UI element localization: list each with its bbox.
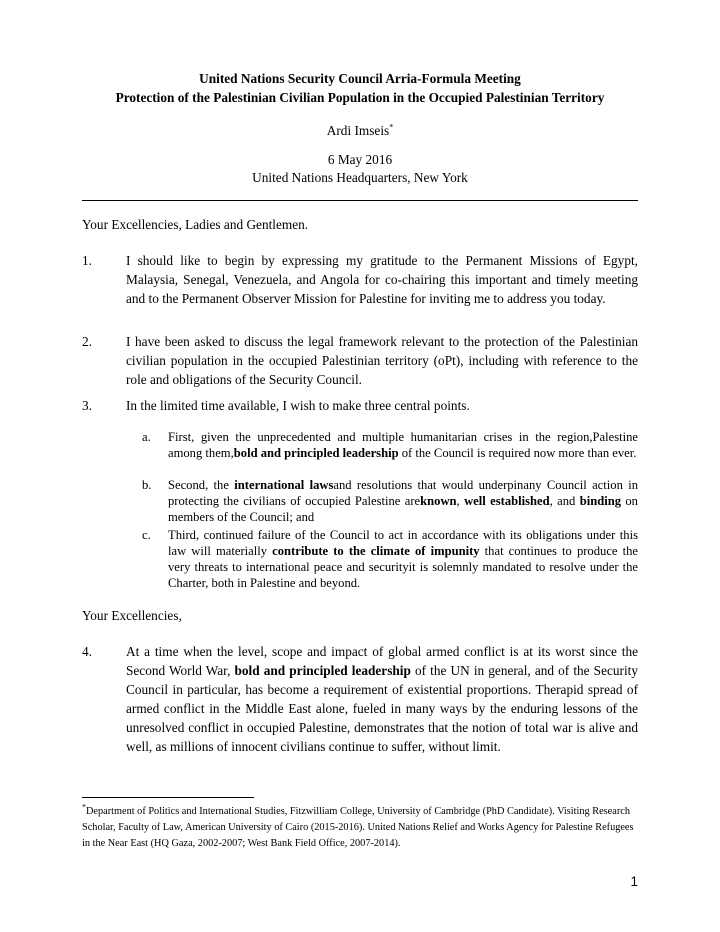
sub-b-text-1: Second, the — [168, 478, 235, 492]
footnote-text: Department of Politics and International Studies, Fitzwilliam College, University of Cambridge (PhD Candidate). Visiting Research Scholar, Faculty of Law, American University of Cairo (2015-2016). United Nations Relief and Works Agency for Palestine Refugees in the Near East (HQ Gaza, 2002-2007; West Bank Field Office, 2007-2014). — [82, 806, 634, 849]
footnote-divider — [82, 797, 254, 798]
para-2: I have been asked to discuss the legal framework relevant to the protection of the Palestinian civilian population in the occupied Palestinian territory (oPt), including with reference to the role and obligations of the Security Council. — [126, 334, 638, 387]
sub-b-bold-1: international laws — [234, 478, 334, 492]
para-4-text-1: At a time when the level, scope and impact of global armed conflict is at its worst since the Second World War, — [126, 644, 638, 678]
footnote — [82, 804, 642, 852]
para-4 — [126, 642, 638, 756]
author-line — [0, 121, 720, 140]
sub-point-c — [168, 527, 638, 591]
footnote-mark: * — [82, 802, 86, 812]
sub-point-b — [168, 477, 638, 525]
sub-a-text-1: First, given the unprecedented and multiple humanitarian crises in the region,Palestine among them, — [168, 430, 638, 460]
sub-c-text-2: that continues to produce the very threats to international peace and securityit is solemnly mandated to resolve under the Charter, both in Palestine and beyond. — [168, 544, 638, 590]
sub-point-a — [168, 429, 638, 461]
salutation-2: Your Excellencies, — [82, 608, 182, 623]
salutation-1: Your Excellencies, Ladies and Gentlemen. — [82, 217, 309, 232]
para-4-text-2: of the UN in general, and of the Security Council in particular, has become a requirement of existential proportions. Therapid spread of armed conflict in the Middle East alone, fueled in many ways by the enduring lessons of the unresolved conflict in occupied Palestine, demonstrates that the notion of total war is alive and well, as millions of innocent civilians continue to suffer, without limit. — [126, 663, 638, 754]
author-footnote-mark: * — [389, 122, 394, 132]
title-line-1: United Nations Security Council Arria-Formula Meeting — [199, 71, 521, 86]
sub-point-c-letter: c. — [142, 528, 151, 542]
para-3-number: 3. — [82, 398, 92, 413]
sub-c-bold-1: contribute to the climate of impunity — [272, 544, 480, 558]
para-4-bold-1: bold and principled leadership — [234, 663, 411, 678]
sub-c-text-1: Third, continued failure of the Council to act in accordance with its obligations under this law will materially — [168, 528, 638, 558]
sub-b-bold-3: well established — [464, 494, 550, 508]
sub-b-text-5: on members of the Council; and — [168, 494, 638, 524]
sub-b-text-4: , and — [549, 494, 580, 508]
sub-b-bold-2: known — [420, 494, 457, 508]
para-4-number: 4. — [82, 644, 92, 659]
para-1-number: 1. — [82, 253, 92, 268]
venue: United Nations Headquarters, New York — [252, 170, 468, 185]
sub-a-text-2: of the Council is required now more than ever. — [398, 446, 637, 460]
page-number: 1 — [630, 874, 638, 889]
para-1: I should like to begin by expressing my gratitude to the Permanent Missions of Egypt, Malaysia, Senegal, Venezuela, and Angola for co-chairing this important and timely meeting and to the Permanent Observer Mission for Palestine for inviting me to address you today. — [126, 253, 638, 306]
para-2-number: 2. — [82, 334, 92, 349]
sub-point-a-letter: a. — [142, 430, 151, 444]
title-line-2: Protection of the Palestinian Civilian Population in the Occupied Palestinian Territory — [115, 90, 605, 105]
date: 6 May 2016 — [327, 152, 393, 167]
sub-a-bold-1: bold and principled leadership — [233, 446, 399, 460]
author-name: Ardi Imseis — [326, 123, 390, 138]
sub-b-text-2: and resolutions that would underpinany Council action in protecting the civilians of occupied Palestine are — [168, 478, 638, 508]
header-divider — [82, 200, 638, 201]
sub-b-text-3: , — [456, 494, 465, 508]
sub-b-bold-4: binding — [579, 494, 622, 508]
para-3: In the limited time available, I wish to make three central points. — [126, 398, 470, 413]
sub-point-b-letter: b. — [142, 478, 152, 492]
